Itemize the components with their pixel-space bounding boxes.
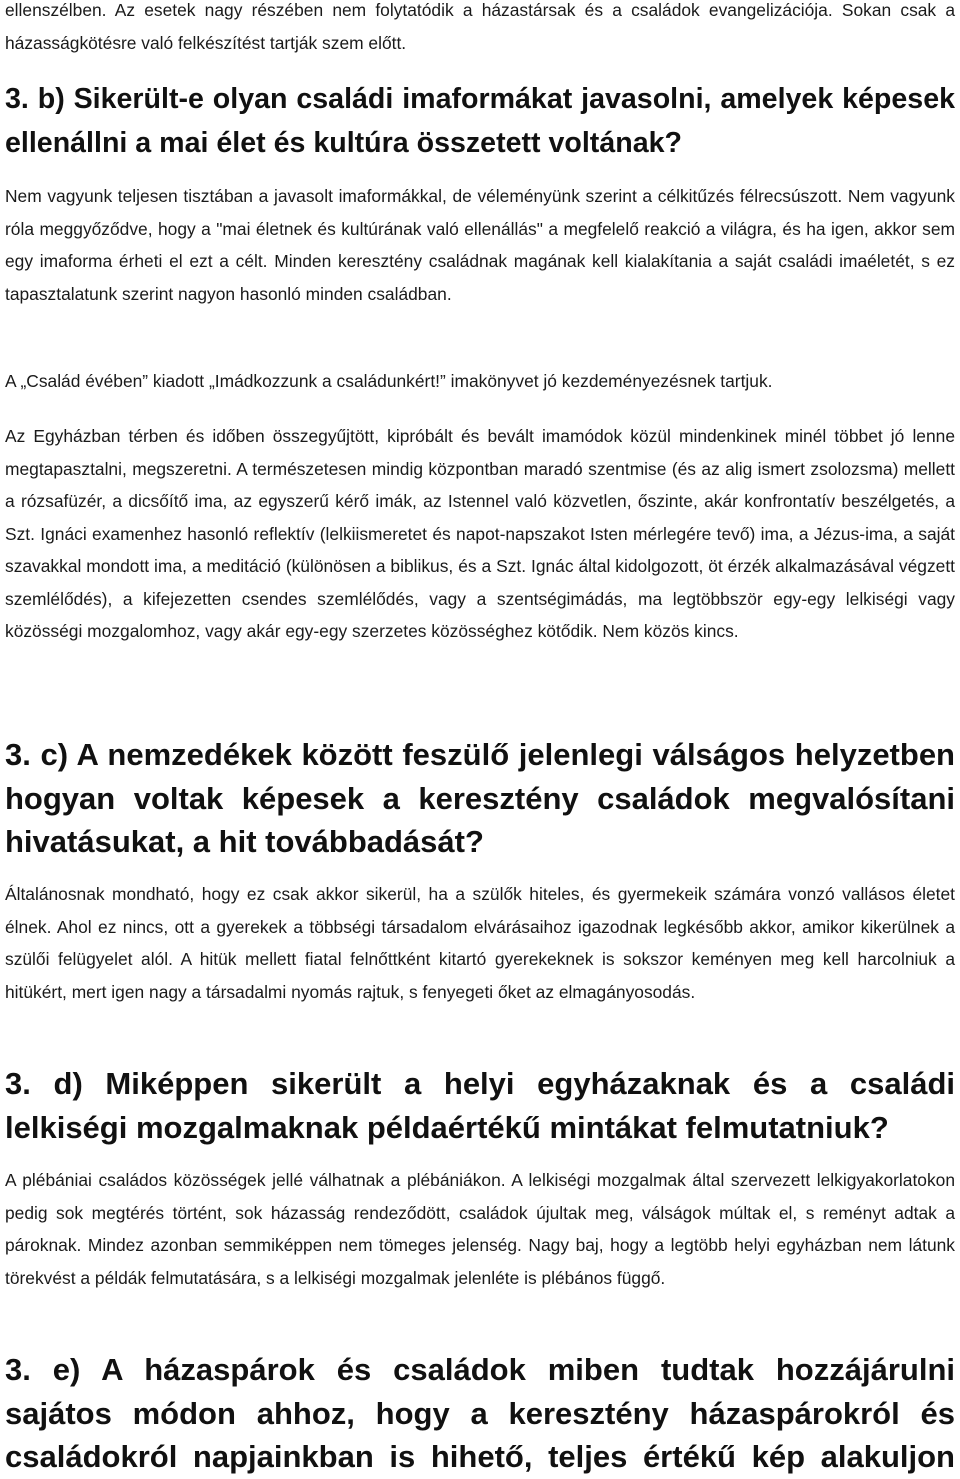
section-3b-paragraph-2: A „Család évében” kiadott „Imádkozzunk a családunkért!” imakönyvet jó kezdeményezésnek tartjuk.: [5, 371, 773, 391]
intro-paragraph: ellenszélben. Az esetek nagy részében nem folytatódik a házastársak és a családok evangelizációja. Sokan csak a házasságkötésre való felkészítést tartják szem előtt.: [5, 0, 955, 53]
section-3d-paragraph-1: A plébániai családos közösségek jellé válhatnak a plébániákon. A lelkiségi mozgalmak által szervezett lelkigyakorlatokon pedig sok megtérés történt, sok házasság rendeződött, családok újultak meg, válságok múltak el, s reményt adtak a pároknak. Mindez azonban semmiképpen nem tömeges jelenség. Nagy baj, hogy a legtöbb helyi egyházban nem látunk törekvést a példák felmutatására, s a lelkiségi mozgalmak jelenléte is plébános függő.: [5, 1170, 955, 1288]
section-3b-paragraph-3: Az Egyházban térben és időben összegyűjtött, kipróbált és bevált imamódok közül mindenkinek minél többet jó lenne megtapasztalni, megszeretni. A természetesen mindig központban maradó szentmise (és az alig ismert zsolozsma) mellett a rózsafüzér, a dicsőítő ima, az egyszerű kérő imák, az Istennel való közvetlen, őszinte, akár konfrontatív beszélgetés, a Szt. Ignáci examenhez hasonló reflektív (lelkiismeretet és napot-napszakot Isten mérlegére tevő) ima, a Jézus-ima, a saját szavakkal mondott ima, a meditáció (különösen a biblikus, és a Szt. Ignác által kidolgozott, öt érzék alkalmazásával végzett szemlélődés), a kifejezetten csendes szemlélődés, vagy a szentségimádás, ma legtöbbször egy-egy lelkiségi vagy közösségi mozgalomhoz, vagy akár egy-egy szerzetes közösséghez kötődik. Nem közös kincs.: [5, 426, 955, 641]
section-3b-paragraph-1: Nem vagyunk teljesen tisztában a javasolt imaformákkal, de véleményünk szerint a célkitűzés félrecsúszott. Nem vagyunk róla meggyőződve, hogy a "mai életnek és kultúrának való ellenállás" a megfelelő reakció a világra, és ha igen, akkor sem egy imaforma érheti el ezt a célt. Minden keresztény családnak magának kell kialakítania a saját családi imaéletét, s ez tapasztalatunk szerint nagyon hasonló minden családban.: [5, 186, 955, 304]
section-3e-heading: 3. e) A házaspárok és családok miben tudtak hozzájárulni sajátos módon ahhoz, hogy a keresztény házaspárokról és családokról napjainkban is hihető, teljes értékű kép alakuljon: [5, 1352, 955, 1474]
section-3b-heading: 3. b) Sikerült-e olyan családi imaformákat javasolni, amelyek képesek ellenállni a mai élet és kultúra összetett voltának?: [5, 83, 955, 159]
section-3c-paragraph-1: Általánosnak mondható, hogy ez csak akkor sikerül, ha a szülők hiteles, és gyermekeik számára vonzó vallásos életet élnek. Ahol ez nincs, ott a gyerekek a többségi társadalom elvárásaihoz igazodnak legkésőbb akkor, amikor kikerülnek a szülői felügyelet alól. A hitük mellett fiatal felnőttként kitartó gyerekeknek is sokszor keményen meg kell harcolniuk a hitükért, mert igen nagy a társadalmi nyomás rajtuk, s fenyegeti őket az elmagányosodás.: [5, 884, 955, 1002]
section-3d-heading: 3. d) Miképpen sikerült a helyi egyházaknak és a családi lelkiségi mozgalmaknak példaértékű mintákat felmutatniuk?: [5, 1066, 955, 1145]
section-3c-heading: 3. c) A nemzedékek között feszülő jelenlegi válságos helyzetben hogyan voltak képesek a keresztény családok megvalósítani hivatásukat, a hit továbbadását?: [5, 737, 955, 859]
